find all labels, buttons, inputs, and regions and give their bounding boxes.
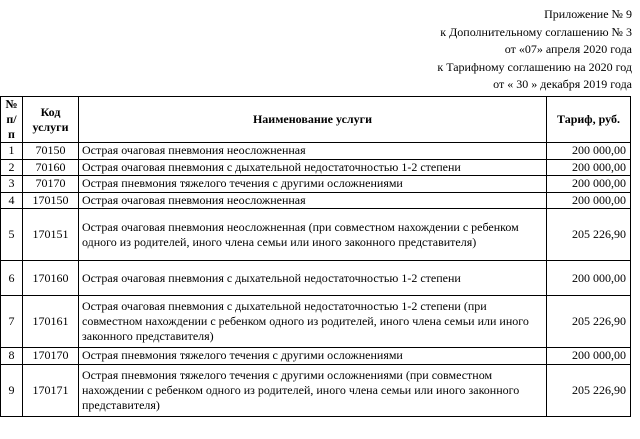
service-name: Острая очаговая пневмония неосложненная	[79, 143, 547, 160]
service-name: Острая очаговая пневмония с дыхательной недостаточностью 1-2 степени (при совместном нахождении с ребенком одного из родителей, иного члена семьи или иного законного представителя)	[79, 296, 547, 348]
supplementary-agreement-date: от «07» апреля 2020 года	[504, 42, 632, 56]
column-header-tariff: Тариф, руб.	[547, 97, 631, 143]
table-header-row	[1, 97, 631, 143]
service-code: 170170	[23, 348, 79, 365]
service-tariff: 205 226,90	[547, 364, 631, 416]
column-header-service: Наименование услуги	[79, 97, 547, 143]
column-header-number: № п/п	[1, 97, 23, 143]
table-row	[1, 159, 631, 176]
row-number: 1	[1, 143, 23, 160]
column-header-code: Код услуги	[23, 97, 79, 143]
service-code: 170171	[23, 364, 79, 416]
row-number: 6	[1, 261, 23, 296]
service-tariff: 200 000,00	[547, 348, 631, 365]
service-name: Острая очаговая пневмония неосложненная (при совместном нахождении с ребенком одного из родителей, иного члена семьи или иного законного представителя)	[79, 209, 547, 261]
service-tariff: 200 000,00	[547, 159, 631, 176]
service-tariff: 205 226,90	[547, 296, 631, 348]
service-code: 170161	[23, 296, 79, 348]
row-number: 8	[1, 348, 23, 365]
table-row	[1, 296, 631, 348]
service-code: 70150	[23, 143, 79, 160]
service-code: 70170	[23, 176, 79, 193]
row-number: 2	[1, 159, 23, 176]
service-tariff: 200 000,00	[547, 176, 631, 193]
row-number: 5	[1, 209, 23, 261]
service-code: 70160	[23, 159, 79, 176]
row-number: 9	[1, 364, 23, 416]
service-tariff: 200 000,00	[547, 192, 631, 209]
service-tariff: 205 226,90	[547, 209, 631, 261]
tariff-agreement-ref: к Тарифному соглашению на 2020 год	[437, 59, 632, 74]
tariff-table	[0, 96, 631, 417]
table-row	[1, 364, 631, 416]
service-name: Острая пневмония тяжелого течения с другими осложнениями (при совместном нахождении с ребенком одного из родителей, иного члена семьи или иного законного представителя)	[79, 364, 547, 416]
table-row	[1, 209, 631, 261]
table-row	[1, 143, 631, 160]
table-row	[1, 348, 631, 365]
service-code: 170150	[23, 192, 79, 209]
row-number: 4	[1, 192, 23, 209]
table-row	[1, 192, 631, 209]
service-tariff: 200 000,00	[547, 143, 631, 160]
service-name: Острая очаговая пневмония с дыхательной недостаточностью 1-2 степени	[79, 159, 547, 176]
service-name: Острая очаговая пневмония неосложненная	[79, 192, 547, 209]
appendix-title: Приложение № 9	[544, 7, 632, 21]
table-row	[1, 176, 631, 193]
document-header	[212, 6, 632, 94]
tariff-agreement-date: от « 30 » декабря 2019 года	[493, 77, 632, 91]
supplementary-agreement-ref: к Дополнительному соглашению № 3	[440, 24, 632, 39]
row-number: 7	[1, 296, 23, 348]
service-name: Острая пневмония тяжелого течения с другими осложнениями	[79, 348, 547, 365]
service-name: Острая очаговая пневмония с дыхательной недостаточностью 1-2 степени	[79, 261, 547, 296]
service-code: 170151	[23, 209, 79, 261]
service-code: 170160	[23, 261, 79, 296]
service-name: Острая пневмония тяжелого течения с другими осложнениями	[79, 176, 547, 193]
table-row	[1, 261, 631, 296]
service-tariff: 200 000,00	[547, 261, 631, 296]
row-number: 3	[1, 176, 23, 193]
